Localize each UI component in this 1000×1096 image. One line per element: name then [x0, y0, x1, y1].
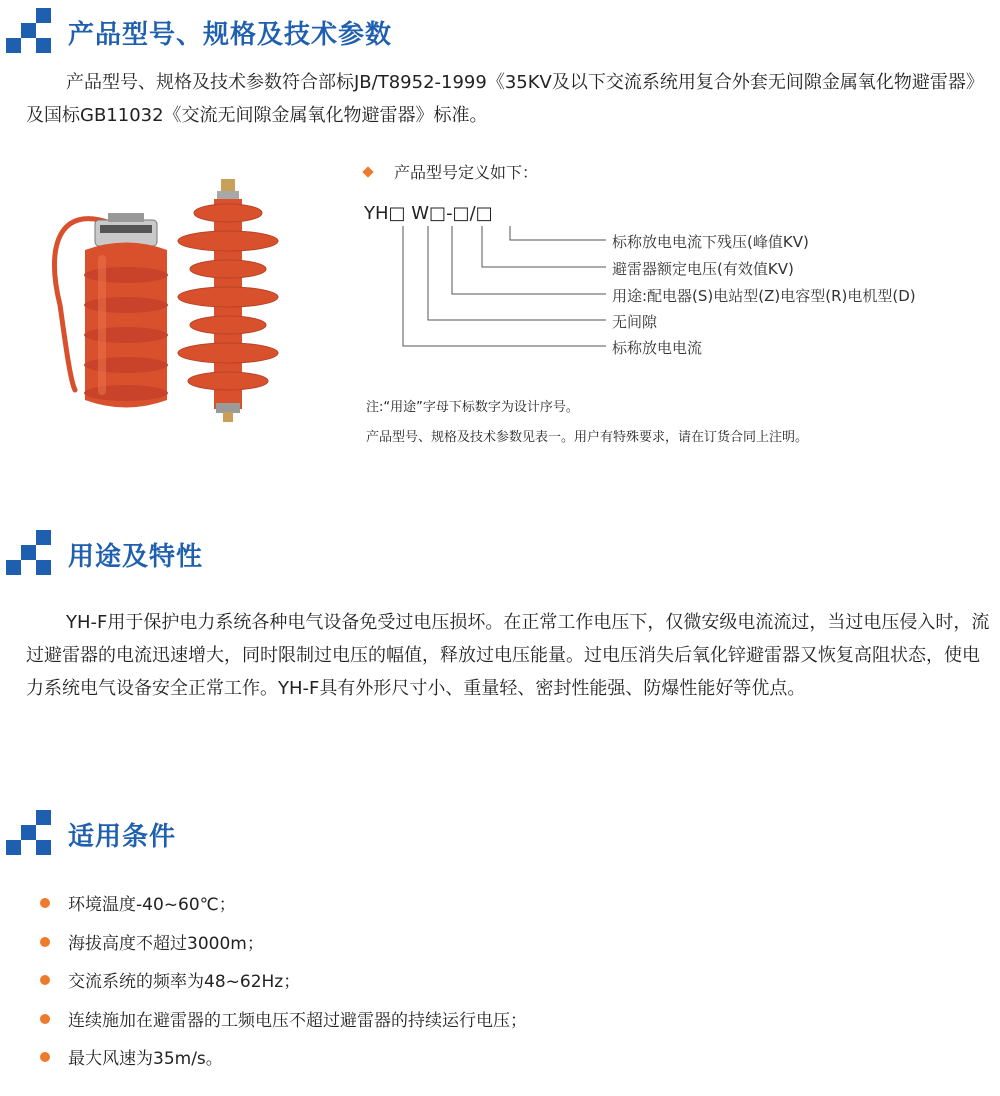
model-definition-heading — [364, 160, 538, 183]
square-grid-icon — [6, 8, 52, 54]
list-item — [40, 967, 300, 992]
list-item — [40, 929, 264, 954]
list-item — [40, 1006, 527, 1031]
product-photo — [40, 165, 300, 425]
dot-bullet-icon — [40, 898, 50, 908]
definition-label-gapless: 无间隙 — [612, 313, 658, 331]
section-title: 用途及特性 — [68, 542, 204, 572]
list-item — [40, 890, 236, 915]
list-item — [40, 1044, 223, 1069]
definition-label-rated-voltage: 避雷器额定电压(有效值KV) — [612, 260, 794, 278]
square-grid-icon — [6, 530, 52, 576]
dot-bullet-icon — [40, 1014, 50, 1024]
definition-label-discharge-current: 标称放电电流 — [612, 339, 703, 357]
note-special-requirements: 产品型号、规格及技术参数见表一。用户有特殊要求，请在订货合同上注明。 — [366, 430, 809, 445]
spec-paragraph: 产品型号、规格及技术参数符合部标JB/T8952-1999《35KV及以下交流系统用复合外套无间隙金属氧化物避雷器》及国标GB11032《交流无间隙金属氧化物避雷器》标准。 — [26, 72, 984, 126]
condition-text: 连续施加在避雷器的工频电压不超过避雷器的持续运行电压； — [68, 1011, 527, 1031]
condition-text: 交流系统的频率为48~62Hz； — [68, 972, 301, 992]
definition-label-residual-voltage: 标称放电电流下残压(峰值KV) — [612, 233, 809, 251]
condition-text: 环境温度-40~60℃； — [68, 895, 236, 915]
section-title: 产品型号、规格及技术参数 — [68, 20, 393, 50]
diamond-bullet-icon — [362, 166, 373, 177]
dot-bullet-icon — [40, 1052, 50, 1062]
dot-bullet-icon — [40, 937, 50, 947]
section-title: 适用条件 — [68, 822, 177, 852]
dot-bullet-icon — [40, 975, 50, 985]
model-definition-heading-text: 产品型号定义如下： — [394, 163, 539, 182]
condition-text: 最大风速为35m/s。 — [68, 1049, 223, 1069]
usage-paragraph: YH-F用于保护电力系统各种电气设备免受过电压损坏。在正常工作电压下，仅微安级电流流过，当过电压侵入时，流过避雷器的电流迅速增大，同时限制过电压的幅值，释放过电压能量。过电压消失后氧化锌避雷器又恢复高阻状态，使电力系统电气设备安全正常工作。YH-F具有外形尺寸小、重量轻、密封性能强、防爆性能好等优点。 — [26, 612, 990, 699]
square-grid-icon — [6, 810, 52, 856]
condition-text: 海拔高度不超过3000m； — [68, 934, 264, 954]
definition-label-usage: 用途:配电器(S)电站型(Z)电容型(R)电机型(D) — [612, 287, 916, 305]
note-usage-subscript: 注:“用途”字母下标数字为设计序号。 — [366, 400, 579, 415]
model-code: YH□ W□-□/□ — [364, 203, 493, 224]
